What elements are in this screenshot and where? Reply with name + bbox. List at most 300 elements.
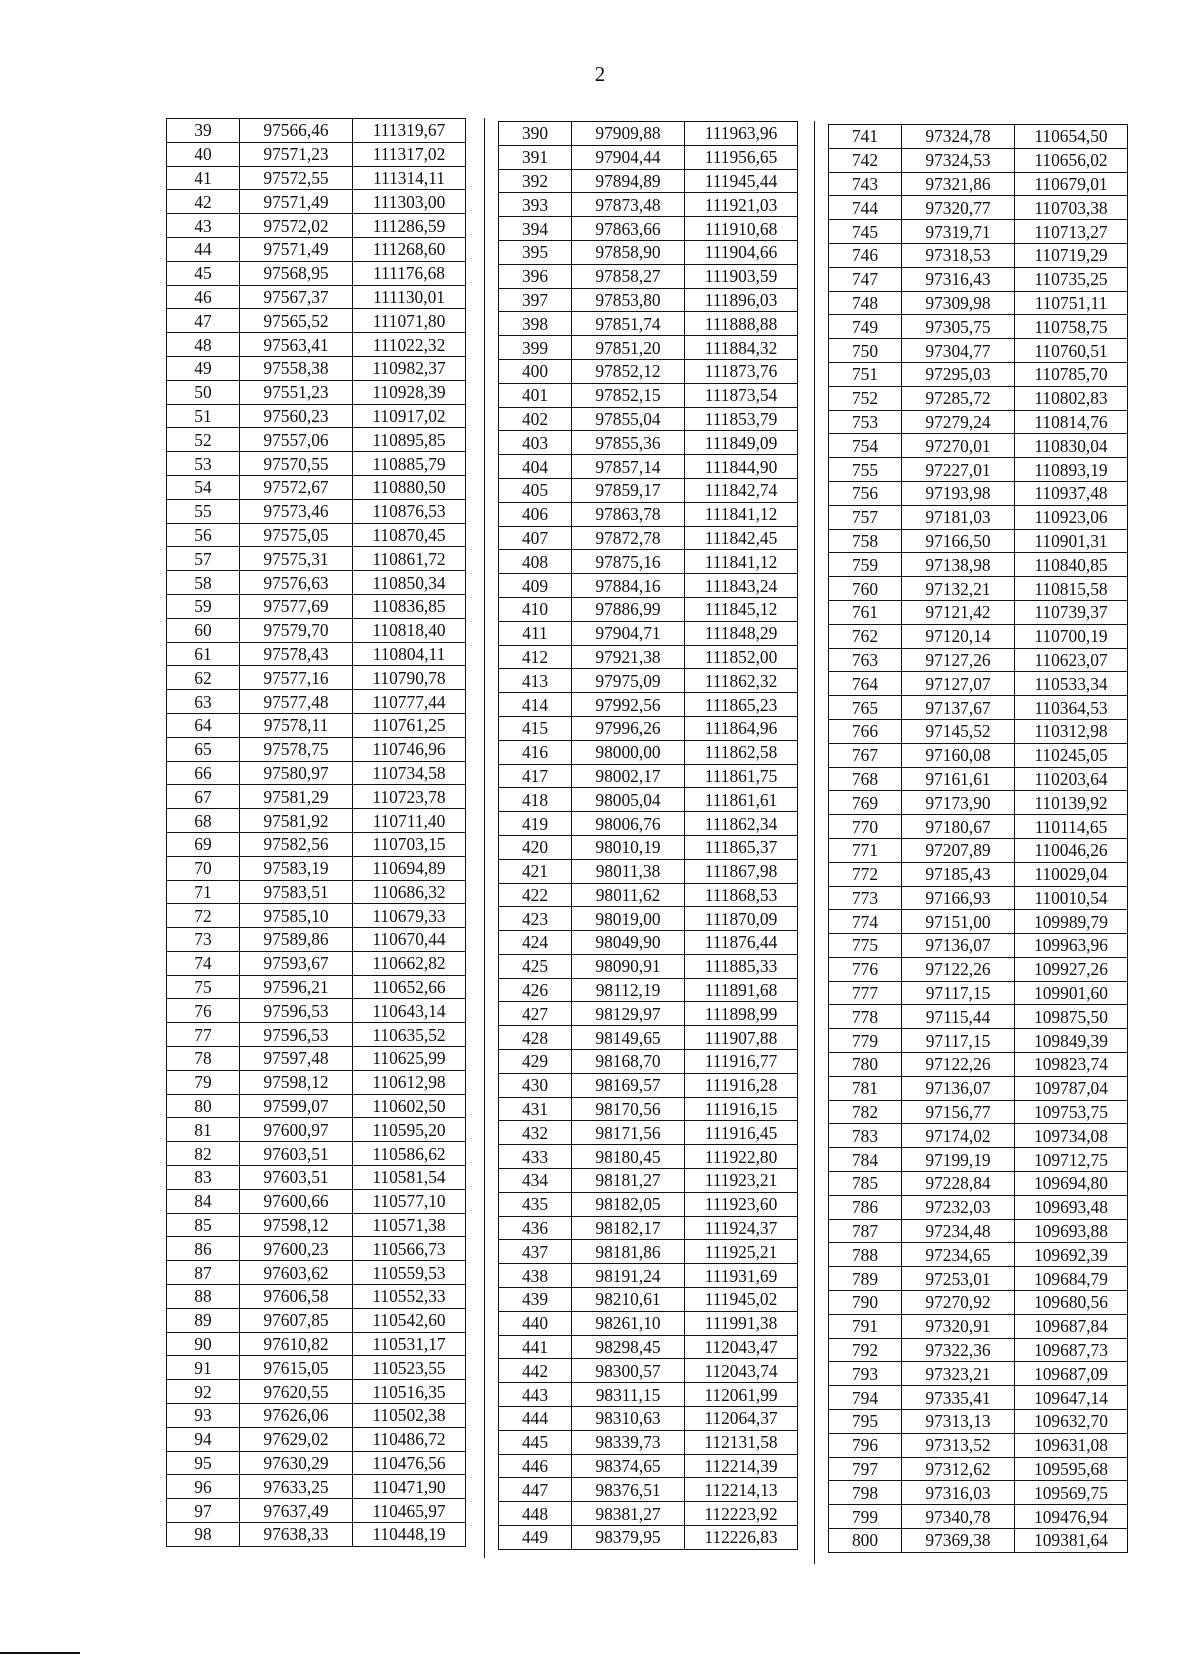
point-number: 80 <box>167 1094 240 1118</box>
x-coordinate: 97285,72 <box>902 386 1015 410</box>
point-number: 745 <box>829 220 902 244</box>
x-coordinate: 97232,03 <box>902 1195 1015 1219</box>
point-number: 437 <box>499 1240 572 1264</box>
x-coordinate: 97316,03 <box>902 1481 1015 1505</box>
table-row <box>499 931 798 955</box>
x-coordinate: 97606,58 <box>240 1285 353 1309</box>
y-coordinate: 109680,56 <box>1015 1291 1128 1315</box>
table-row <box>829 1053 1128 1077</box>
y-coordinate: 111945,02 <box>685 1288 798 1312</box>
point-number: 784 <box>829 1148 902 1172</box>
table-row <box>829 838 1128 862</box>
y-coordinate: 110723,78 <box>353 785 466 809</box>
table-row <box>829 505 1128 529</box>
y-coordinate: 111898,99 <box>685 1002 798 1026</box>
table-row <box>499 716 798 740</box>
point-number: 43 <box>167 214 240 238</box>
point-number: 757 <box>829 505 902 529</box>
x-coordinate: 97572,02 <box>240 214 353 238</box>
point-number: 441 <box>499 1335 572 1359</box>
point-number: 427 <box>499 1002 572 1026</box>
x-coordinate: 97603,62 <box>240 1261 353 1285</box>
x-coordinate: 97160,08 <box>902 743 1015 767</box>
y-coordinate: 111862,32 <box>685 669 798 693</box>
point-number: 55 <box>167 499 240 523</box>
x-coordinate: 97121,42 <box>902 600 1015 624</box>
point-number: 400 <box>499 359 572 383</box>
y-coordinate: 111956,65 <box>685 145 798 169</box>
y-coordinate: 109693,88 <box>1015 1219 1128 1243</box>
y-coordinate: 110850,34 <box>353 571 466 595</box>
y-coordinate: 110476,56 <box>353 1451 466 1475</box>
table-row <box>167 1094 466 1118</box>
y-coordinate: 112226,83 <box>685 1526 798 1550</box>
y-coordinate: 111896,03 <box>685 288 798 312</box>
footer-rule <box>0 1652 80 1654</box>
point-number: 792 <box>829 1338 902 1362</box>
y-coordinate: 111931,69 <box>685 1264 798 1288</box>
x-coordinate: 97583,19 <box>240 856 353 880</box>
y-coordinate: 110139,92 <box>1015 791 1128 815</box>
point-number: 764 <box>829 672 902 696</box>
x-coordinate: 98010,19 <box>572 835 685 859</box>
table-row <box>167 928 466 952</box>
table-row <box>167 1404 466 1428</box>
x-coordinate: 97581,92 <box>240 809 353 833</box>
point-number: 777 <box>829 981 902 1005</box>
x-coordinate: 97138,98 <box>902 553 1015 577</box>
point-number: 775 <box>829 934 902 958</box>
point-number: 776 <box>829 957 902 981</box>
table-row <box>829 1029 1128 1053</box>
x-coordinate: 97589,86 <box>240 928 353 952</box>
point-number: 429 <box>499 1050 572 1074</box>
table-row <box>167 1023 466 1047</box>
table-row <box>829 172 1128 196</box>
x-coordinate: 97174,02 <box>902 1124 1015 1148</box>
y-coordinate: 110312,98 <box>1015 719 1128 743</box>
x-coordinate: 97185,43 <box>902 862 1015 886</box>
table-row <box>499 978 798 1002</box>
point-number: 65 <box>167 737 240 761</box>
table-row <box>829 1291 1128 1315</box>
table-row <box>167 904 466 928</box>
x-coordinate: 97578,43 <box>240 642 353 666</box>
table-row <box>829 1505 1128 1529</box>
point-number: 62 <box>167 666 240 690</box>
y-coordinate: 111845,12 <box>685 597 798 621</box>
x-coordinate: 97855,04 <box>572 407 685 431</box>
point-number: 800 <box>829 1529 902 1553</box>
point-number: 399 <box>499 336 572 360</box>
x-coordinate: 97886,99 <box>572 597 685 621</box>
x-coordinate: 97620,55 <box>240 1380 353 1404</box>
y-coordinate: 110486,72 <box>353 1427 466 1451</box>
point-number: 86 <box>167 1237 240 1261</box>
point-number: 793 <box>829 1362 902 1386</box>
y-coordinate: 111841,12 <box>685 502 798 526</box>
x-coordinate: 97323,21 <box>902 1362 1015 1386</box>
point-number: 390 <box>499 122 572 146</box>
point-number: 47 <box>167 309 240 333</box>
point-number: 405 <box>499 478 572 502</box>
table-row <box>167 523 466 547</box>
x-coordinate: 97324,78 <box>902 125 1015 149</box>
y-coordinate: 109693,48 <box>1015 1195 1128 1219</box>
table-row <box>499 1073 798 1097</box>
x-coordinate: 97320,91 <box>902 1314 1015 1338</box>
point-number: 74 <box>167 951 240 975</box>
point-number: 79 <box>167 1070 240 1094</box>
x-coordinate: 97193,98 <box>902 481 1015 505</box>
table-row <box>167 475 466 499</box>
point-number: 438 <box>499 1264 572 1288</box>
x-coordinate: 97858,90 <box>572 240 685 264</box>
y-coordinate: 110581,54 <box>353 1166 466 1190</box>
point-number: 54 <box>167 475 240 499</box>
point-number: 436 <box>499 1216 572 1240</box>
x-coordinate: 97566,46 <box>240 119 353 143</box>
x-coordinate: 97309,98 <box>902 291 1015 315</box>
x-coordinate: 97313,52 <box>902 1433 1015 1457</box>
point-number: 398 <box>499 312 572 336</box>
point-number: 401 <box>499 383 572 407</box>
table-row <box>499 1478 798 1502</box>
point-number: 772 <box>829 862 902 886</box>
table-row <box>167 1451 466 1475</box>
point-number: 439 <box>499 1288 572 1312</box>
x-coordinate: 97279,24 <box>902 410 1015 434</box>
y-coordinate: 110928,39 <box>353 380 466 404</box>
table-row <box>499 1169 798 1193</box>
point-number: 445 <box>499 1430 572 1454</box>
point-number: 40 <box>167 142 240 166</box>
y-coordinate: 110471,90 <box>353 1475 466 1499</box>
y-coordinate: 110643,14 <box>353 999 466 1023</box>
table-row <box>499 788 798 812</box>
x-coordinate: 98019,00 <box>572 907 685 931</box>
x-coordinate: 98182,05 <box>572 1192 685 1216</box>
point-number: 743 <box>829 172 902 196</box>
table-row <box>499 669 798 693</box>
x-coordinate: 97585,10 <box>240 904 353 928</box>
y-coordinate: 111923,60 <box>685 1192 798 1216</box>
x-coordinate: 97234,65 <box>902 1243 1015 1267</box>
point-number: 426 <box>499 978 572 1002</box>
table-row <box>829 1433 1128 1457</box>
table-row <box>167 1237 466 1261</box>
point-number: 53 <box>167 452 240 476</box>
x-coordinate: 97136,07 <box>902 1076 1015 1100</box>
x-coordinate: 97145,52 <box>902 719 1015 743</box>
point-number: 397 <box>499 288 572 312</box>
x-coordinate: 97858,27 <box>572 264 685 288</box>
y-coordinate: 111852,00 <box>685 645 798 669</box>
x-coordinate: 97909,88 <box>572 122 685 146</box>
point-number: 71 <box>167 880 240 904</box>
x-coordinate: 97570,55 <box>240 452 353 476</box>
point-number: 68 <box>167 809 240 833</box>
table-row <box>829 1457 1128 1481</box>
x-coordinate: 98181,86 <box>572 1240 685 1264</box>
table-row <box>829 767 1128 791</box>
x-coordinate: 97873,48 <box>572 193 685 217</box>
table-row <box>829 481 1128 505</box>
point-number: 765 <box>829 696 902 720</box>
table-row <box>499 1335 798 1359</box>
point-number: 791 <box>829 1314 902 1338</box>
x-coordinate: 97578,75 <box>240 737 353 761</box>
x-coordinate: 97853,80 <box>572 288 685 312</box>
table-row <box>499 883 798 907</box>
table-row <box>499 1311 798 1335</box>
table-row <box>499 288 798 312</box>
table-row <box>829 553 1128 577</box>
table-row <box>829 672 1128 696</box>
x-coordinate: 98300,57 <box>572 1359 685 1383</box>
table-row <box>167 214 466 238</box>
x-coordinate: 98298,45 <box>572 1335 685 1359</box>
table-row <box>829 339 1128 363</box>
point-number: 797 <box>829 1457 902 1481</box>
table-row <box>499 1002 798 1026</box>
table-row <box>167 594 466 618</box>
x-coordinate: 97295,03 <box>902 362 1015 386</box>
point-number: 76 <box>167 999 240 1023</box>
table-row <box>499 217 798 241</box>
y-coordinate: 109753,75 <box>1015 1100 1128 1124</box>
table-row <box>499 264 798 288</box>
x-coordinate: 97127,26 <box>902 648 1015 672</box>
y-coordinate: 110465,97 <box>353 1499 466 1523</box>
y-coordinate: 112223,92 <box>685 1502 798 1526</box>
point-number: 769 <box>829 791 902 815</box>
point-number: 747 <box>829 267 902 291</box>
table-row <box>499 1097 798 1121</box>
table-row <box>499 1502 798 1526</box>
table-row <box>499 240 798 264</box>
y-coordinate: 111071,80 <box>353 309 466 333</box>
table-row <box>499 621 798 645</box>
x-coordinate: 97859,17 <box>572 478 685 502</box>
x-coordinate: 97600,66 <box>240 1189 353 1213</box>
table-row <box>499 336 798 360</box>
point-number: 447 <box>499 1478 572 1502</box>
point-number: 431 <box>499 1097 572 1121</box>
table-row <box>499 907 798 931</box>
x-coordinate: 97304,77 <box>902 339 1015 363</box>
y-coordinate: 109687,73 <box>1015 1338 1128 1362</box>
y-coordinate: 110623,07 <box>1015 648 1128 672</box>
table-row <box>167 999 466 1023</box>
x-coordinate: 98381,27 <box>572 1502 685 1526</box>
y-coordinate: 110654,50 <box>1015 125 1128 149</box>
y-coordinate: 112061,99 <box>685 1383 798 1407</box>
y-coordinate: 110625,99 <box>353 1047 466 1071</box>
table-row <box>499 193 798 217</box>
x-coordinate: 97852,12 <box>572 359 685 383</box>
point-number: 64 <box>167 713 240 737</box>
point-number: 798 <box>829 1481 902 1505</box>
y-coordinate: 111842,74 <box>685 478 798 502</box>
y-coordinate: 110670,44 <box>353 928 466 952</box>
point-number: 446 <box>499 1454 572 1478</box>
y-coordinate: 109849,39 <box>1015 1029 1128 1053</box>
y-coordinate: 110656,02 <box>1015 148 1128 172</box>
x-coordinate: 98191,24 <box>572 1264 685 1288</box>
x-coordinate: 98210,61 <box>572 1288 685 1312</box>
table-row <box>829 696 1128 720</box>
y-coordinate: 109687,09 <box>1015 1362 1128 1386</box>
point-number: 763 <box>829 648 902 672</box>
x-coordinate: 97117,15 <box>902 981 1015 1005</box>
point-number: 409 <box>499 574 572 598</box>
point-number: 94 <box>167 1427 240 1451</box>
point-number: 77 <box>167 1023 240 1047</box>
y-coordinate: 110830,04 <box>1015 434 1128 458</box>
table-row <box>829 886 1128 910</box>
point-number: 69 <box>167 832 240 856</box>
table-row <box>167 785 466 809</box>
table-row <box>499 526 798 550</box>
x-coordinate: 97863,78 <box>572 502 685 526</box>
y-coordinate: 111848,29 <box>685 621 798 645</box>
x-coordinate: 97575,31 <box>240 547 353 571</box>
y-coordinate: 110719,29 <box>1015 243 1128 267</box>
x-coordinate: 97598,12 <box>240 1070 353 1094</box>
y-coordinate: 111862,34 <box>685 812 798 836</box>
point-number: 756 <box>829 481 902 505</box>
table-row <box>499 954 798 978</box>
table-row <box>499 835 798 859</box>
x-coordinate: 97577,16 <box>240 666 353 690</box>
point-number: 423 <box>499 907 572 931</box>
x-coordinate: 97600,23 <box>240 1237 353 1261</box>
x-coordinate: 97872,78 <box>572 526 685 550</box>
y-coordinate: 111873,54 <box>685 383 798 407</box>
x-coordinate: 97207,89 <box>902 838 1015 862</box>
point-number: 796 <box>829 1433 902 1457</box>
y-coordinate: 111130,01 <box>353 285 466 309</box>
table-row <box>167 690 466 714</box>
y-coordinate: 110559,53 <box>353 1261 466 1285</box>
y-coordinate: 109901,60 <box>1015 981 1128 1005</box>
x-coordinate: 97321,86 <box>902 172 1015 196</box>
point-number: 768 <box>829 767 902 791</box>
point-number: 58 <box>167 571 240 595</box>
y-coordinate: 109692,39 <box>1015 1243 1128 1267</box>
table-row <box>167 880 466 904</box>
x-coordinate: 97319,71 <box>902 220 1015 244</box>
x-coordinate: 97565,52 <box>240 309 353 333</box>
table-row <box>829 1219 1128 1243</box>
point-number: 424 <box>499 931 572 955</box>
x-coordinate: 97563,41 <box>240 333 353 357</box>
table-row <box>499 574 798 598</box>
y-coordinate: 109963,96 <box>1015 934 1128 958</box>
x-coordinate: 97576,63 <box>240 571 353 595</box>
point-number: 783 <box>829 1124 902 1148</box>
table-row <box>499 1050 798 1074</box>
point-number: 392 <box>499 169 572 193</box>
point-number: 415 <box>499 716 572 740</box>
y-coordinate: 110746,96 <box>353 737 466 761</box>
table-row <box>167 1427 466 1451</box>
y-coordinate: 110876,53 <box>353 499 466 523</box>
y-coordinate: 110577,10 <box>353 1189 466 1213</box>
x-coordinate: 97863,66 <box>572 217 685 241</box>
table-row <box>499 1359 798 1383</box>
coordinates-table-1 <box>166 118 466 1547</box>
y-coordinate: 110679,01 <box>1015 172 1128 196</box>
table-row <box>167 190 466 214</box>
y-coordinate: 110612,98 <box>353 1070 466 1094</box>
x-coordinate: 97318,53 <box>902 243 1015 267</box>
point-number: 49 <box>167 356 240 380</box>
y-coordinate: 109734,08 <box>1015 1124 1128 1148</box>
point-number: 782 <box>829 1100 902 1124</box>
x-coordinate: 98049,90 <box>572 931 685 955</box>
table-row <box>167 713 466 737</box>
point-number: 417 <box>499 764 572 788</box>
y-coordinate: 110448,19 <box>353 1523 466 1547</box>
x-coordinate: 97199,19 <box>902 1148 1015 1172</box>
y-coordinate: 111907,88 <box>685 1026 798 1050</box>
point-number: 442 <box>499 1359 572 1383</box>
table-row <box>499 693 798 717</box>
x-coordinate: 97603,51 <box>240 1166 353 1190</box>
x-coordinate: 97610,82 <box>240 1332 353 1356</box>
table-row <box>829 410 1128 434</box>
y-coordinate: 110739,37 <box>1015 600 1128 624</box>
x-coordinate: 97603,51 <box>240 1142 353 1166</box>
point-number: 42 <box>167 190 240 214</box>
x-coordinate: 97626,06 <box>240 1404 353 1428</box>
y-coordinate: 111853,79 <box>685 407 798 431</box>
y-coordinate: 110735,25 <box>1015 267 1128 291</box>
x-coordinate: 97568,95 <box>240 261 353 285</box>
table-row <box>829 458 1128 482</box>
y-coordinate: 111849,09 <box>685 431 798 455</box>
y-coordinate: 110523,55 <box>353 1356 466 1380</box>
x-coordinate: 97312,62 <box>902 1457 1015 1481</box>
point-number: 742 <box>829 148 902 172</box>
x-coordinate: 98169,57 <box>572 1073 685 1097</box>
table-row <box>829 1529 1128 1553</box>
point-number: 45 <box>167 261 240 285</box>
x-coordinate: 97270,01 <box>902 434 1015 458</box>
x-coordinate: 97596,53 <box>240 999 353 1023</box>
point-number: 434 <box>499 1169 572 1193</box>
table-row <box>167 1475 466 1499</box>
x-coordinate: 97884,16 <box>572 574 685 598</box>
table-row <box>499 431 798 455</box>
point-number: 781 <box>829 1076 902 1100</box>
x-coordinate: 97851,20 <box>572 336 685 360</box>
y-coordinate: 111921,03 <box>685 193 798 217</box>
table-row <box>167 1356 466 1380</box>
y-coordinate: 111314,11 <box>353 166 466 190</box>
y-coordinate: 110502,38 <box>353 1404 466 1428</box>
point-number: 760 <box>829 577 902 601</box>
point-number: 416 <box>499 740 572 764</box>
point-number: 92 <box>167 1380 240 1404</box>
x-coordinate: 97633,25 <box>240 1475 353 1499</box>
point-number: 788 <box>829 1243 902 1267</box>
y-coordinate: 111870,09 <box>685 907 798 931</box>
y-coordinate: 110029,04 <box>1015 862 1128 886</box>
y-coordinate: 111884,32 <box>685 336 798 360</box>
